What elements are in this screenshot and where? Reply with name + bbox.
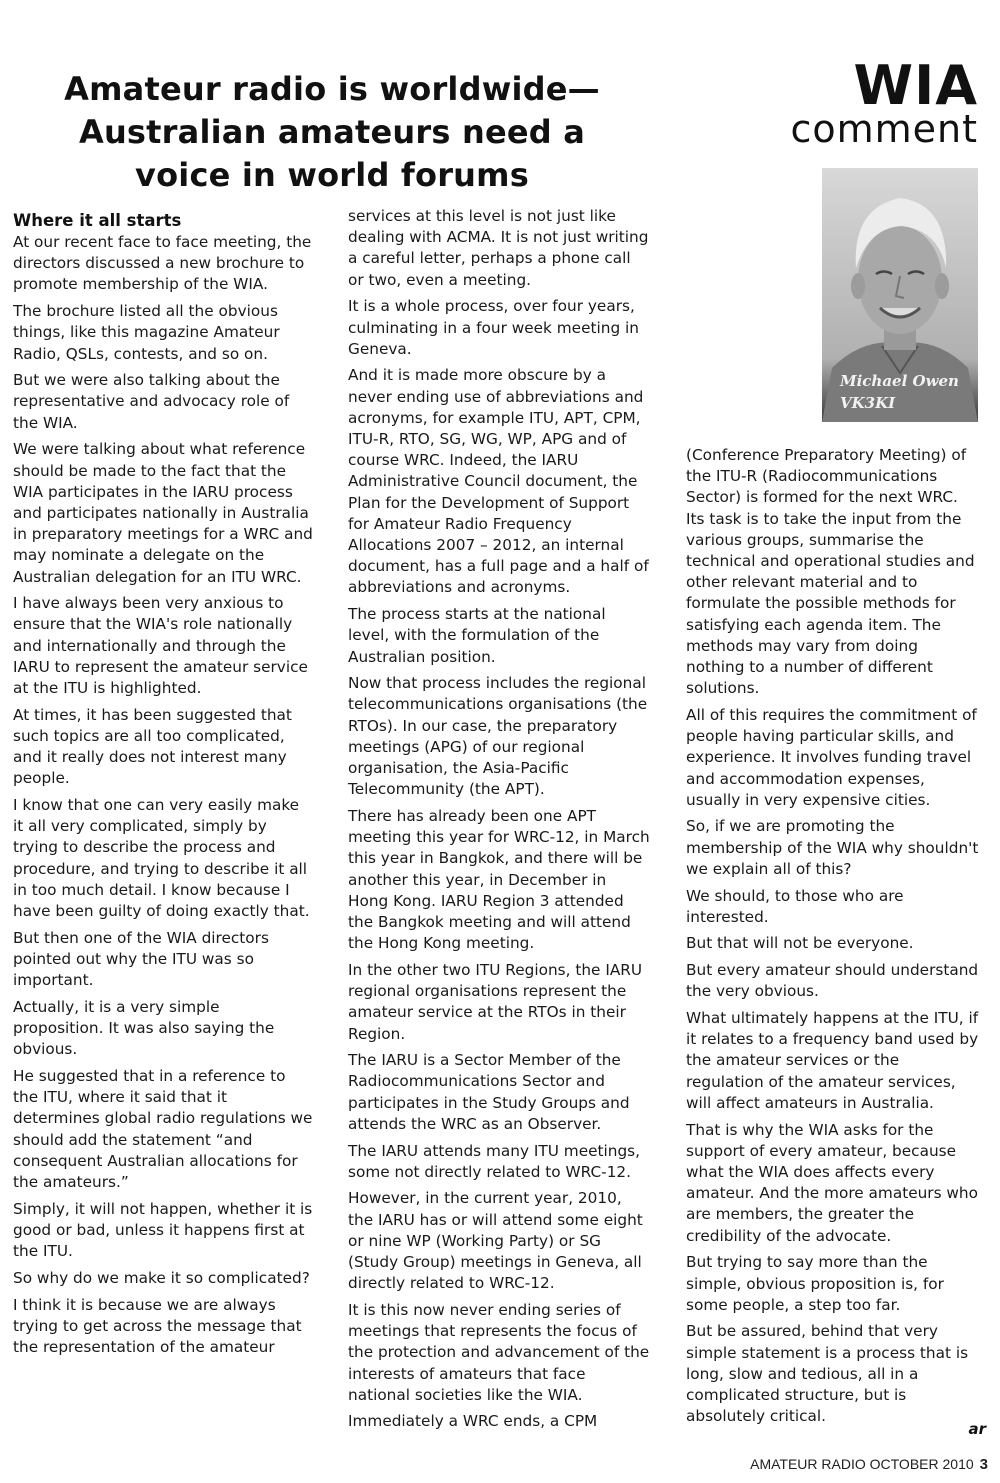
paragraph: It is this now never ending series of meetings that represents the focus of the protection and advancement of the interests of amateurs that face national societies like the WIA. (348, 1300, 650, 1404)
section-logo (790, 54, 978, 151)
page-footer (750, 1456, 988, 1473)
paragraph: But that will not be everyone. (686, 934, 914, 953)
paragraph: Now that process includes the regional telecommunications organisations (the RTOs). In our case, the preparatory meetings (APG) of our regional organisation, the Asia-Pacific Telecommunity (the APT). (348, 674, 648, 799)
paragraph: The process starts at the national level, with the formulation of the Australian position. (348, 605, 606, 666)
paragraph: I have always been very anxious to ensure that the WIA's role nationally and internationally and through the IARU to represent the amateur service at the ITU is highlighted. (13, 594, 308, 698)
headline-line-3: voice in world forums (135, 156, 529, 194)
paragraph: The brochure listed all the obvious things, like this magazine Amateur Radio, QSLs, contests, and so on. (13, 302, 280, 363)
paragraph: At our recent face to face meeting, the directors discussed a new brochure to promote membership of the WIA. (13, 233, 312, 294)
paragraph: There has already been one APT meeting this year for WRC-12, in March this year in Bangkok, and there will be another this year, in December in Hong Kong. IARU Region 3 attended the Bangkok meeting and will attend the Hong Kong meeting. (348, 806, 650, 953)
paragraph: All of this requires the commitment of people having particular skills, and experience. It involves funding travel and accommodation expenses, usually in very expensive cities. (686, 705, 977, 809)
paragraph: The IARU attends many ITU meetings, some not directly related to WRC-12. (348, 1141, 641, 1181)
author-name: Michael Owen (840, 372, 959, 390)
paragraph: But then one of the WIA directors pointed out why the ITU was so important. (13, 928, 269, 990)
paragraph: Actually, it is a very simple proposition. It was also saying the obvious. (13, 997, 275, 1059)
paragraph: We were talking about what reference should be made to the fact that the WIA participates in the IARU process and participates nationally in Australia in preparatory meetings for a WRC and may nominate a delegate on the Australian delegation for an ITU WRC. (13, 440, 313, 586)
paragraph: But every amateur should understand the very obvious. (686, 961, 979, 1001)
paragraph: It is a whole process, over four years, culminating in a four week meeting in Geneva. (348, 297, 639, 358)
paragraph: I think it is because we are always trying to get across the message that the representation of the amateur (13, 1295, 302, 1356)
article-end-mark: ar (968, 1420, 986, 1438)
paragraph: But be assured, behind that very simple statement is a process that is long, slow and tedious, all in a complicated structure, but is absolutely critical. (686, 1322, 969, 1426)
paragraph: In the other two ITU Regions, the IARU regional organisations represent the amateur service at the RTOs in their Region. (348, 960, 643, 1043)
paragraph: So, if we are promoting the membership of the WIA why shouldn't we explain all of this? (686, 817, 979, 878)
paragraph: However, in the current year, 2010, the IARU has or will attend some eight or nine WP (Working Party) or SG (Study Group) meetings in Geneva, all directly related to WRC-12. (348, 1189, 643, 1293)
author-photo (822, 168, 978, 422)
paragraph: What ultimately happens at the ITU, if it relates to a frequency band used by the amateur services or the regulation of the amateur services, will affect amateurs in Australia. (686, 1009, 979, 1112)
paragraph: So why do we make it so complicated? (13, 1268, 310, 1287)
photo-caption (822, 370, 978, 414)
text-column-3 (686, 445, 980, 1433)
paragraph: And it is made more obscure by a never ending use of abbreviations and acronyms, for example ITU, APT, CPM, ITU-R, RTO, SG, WG, WP, APG and of course WRC. Indeed, the IARU Administrative Council document, the Plan for the Development of Support for Amateur Radio Frequency Allocations 2007 – 2012, an internal document, has a full page and a half of abbreviations and acronyms. (348, 366, 649, 597)
section-logo-comment: comment (790, 107, 978, 151)
paragraph: I know that one can very easily make it all very complicated, simply by trying to describe the process and procedure, and trying to describe it all in too much detail. I know because I have been guilty of doing exactly that. (13, 796, 310, 921)
paragraph: Simply, it will not happen, whether it is good or bad, unless it happens first at the ITU. (13, 1199, 313, 1261)
headline-line-1: Amateur radio is worldwide— (64, 70, 600, 108)
headline-line-2: Australian amateurs need a (78, 113, 586, 151)
paragraph: (Conference Preparatory Meeting) of the ITU-R (Radiocommunications Sector) is formed for the next WRC. Its task is to take the input from the various groups, summarise the technical and operational studies and other relevant material and to formulate the possible methods for satisfying each agenda item. The methods may vary from doing nothing to a number of different solutions. (686, 446, 975, 698)
paragraph: We should, to those who are interested. (686, 886, 904, 926)
page-number: 3 (979, 1456, 988, 1473)
paragraph: But trying to say more than the simple, obvious proposition is, for some people, a step too far. (686, 1253, 944, 1314)
article-headline (0, 68, 664, 197)
paragraph: The IARU is a Sector Member of the Radiocommunications Sector and participates in the Study Groups and attends the WRC as an Observer. (348, 1051, 630, 1133)
paragraph: services at this level is not just like dealing with ACMA. It is not just writing a careful letter, perhaps a phone call or two, even a meeting. (348, 207, 649, 289)
paragraph: He suggested that in a reference to the ITU, where it said that it determines global radio regulations we should add the statement “and consequent Australian allocations for the amateurs.” (13, 1067, 313, 1192)
text-column-1 (13, 232, 313, 1364)
paragraph: Immediately a WRC ends, a CPM (348, 1412, 598, 1431)
paragraph: At times, it has been suggested that such topics are all too complicated, and it really does not interest many people. (13, 705, 292, 788)
footer-issue: AMATEUR RADIO OCTOBER 2010 (750, 1456, 974, 1472)
paragraph: But we were also talking about the representative and advocacy role of the WIA. (13, 371, 290, 432)
paragraph: That is why the WIA asks for the support of every amateur, because what the WIA does affects every amateur. And the more amateurs who are members, the greater the credibility of the advocate. (686, 1120, 978, 1245)
section-subhead: Where it all starts (13, 211, 182, 230)
text-column-2 (348, 206, 650, 1438)
section-logo-wia: WIA (853, 54, 978, 117)
author-callsign: VK3KI (840, 394, 896, 412)
